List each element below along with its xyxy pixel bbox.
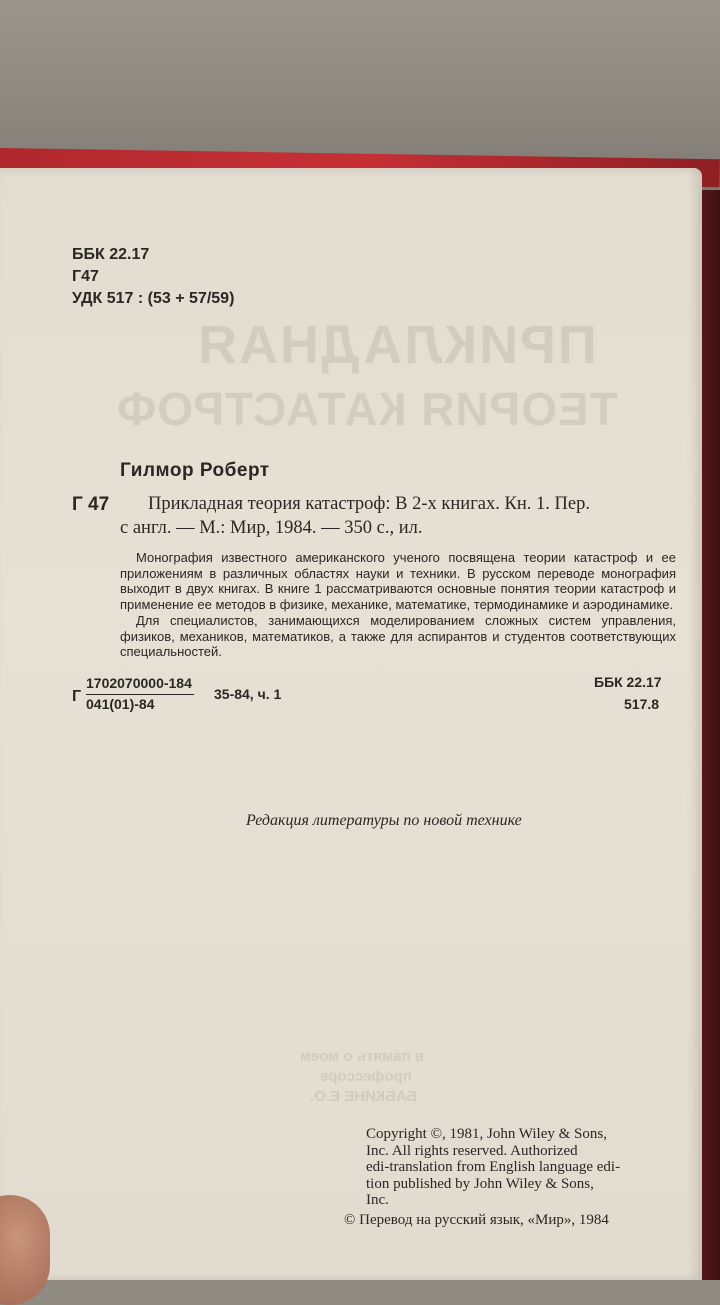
show-through-stamp-3: БАБКИНЕ Е.О. xyxy=(310,1088,417,1105)
abstract-paragraph-1: Монография известного американского ученого посвящена теории катастроф и ее приложениям в различных областях науки и техники. В русском переводе монография выходит в двух книгах. В книге 1 рассматриваются основные понятия теории катастроф и применение ее методов в физике, механике, математике, термодинамике и аэродинамике. xyxy=(120,550,676,612)
copyright-block xyxy=(366,1126,672,1209)
index-bbk-value: 517.8 xyxy=(624,696,660,712)
translation-copyright: © Перевод на русский язык, «Мир», 1984 xyxy=(344,1212,609,1228)
book-title-line-2: с англ. — М.: Мир, 1984. — 350 с., ил. xyxy=(120,518,423,538)
copyright-line-5: Inc. xyxy=(366,1192,389,1208)
copyright-line-2: Inc. All rights reserved. Authorized xyxy=(366,1142,578,1159)
author-code: Г47 xyxy=(72,268,99,285)
index-suffix: 35-84, ч. 1 xyxy=(214,686,282,702)
copyright-line-1: Copyright ©, 1981, John Wiley & Sons, xyxy=(366,1126,607,1142)
thumb xyxy=(0,1195,50,1305)
index-fraction xyxy=(86,674,194,714)
index-denominator: 041(01)-84 xyxy=(86,696,155,712)
index-bbk-label: ББК 22.17 xyxy=(594,674,662,690)
copyright-line-3: edi-translation from English language edi- xyxy=(366,1159,621,1175)
copyright-line-4: tion published by John Wiley & Sons, xyxy=(366,1175,594,1192)
abstract-paragraph-2: Для специалистов, занимающихся моделированием сложных систем управления, физиков, механиков, математиков, а также для аспирантов и студентов соответствующих специальностей. xyxy=(120,613,676,659)
book-title-line-1: Прикладная теория катастроф: В 2-х книгах. Кн. 1. Пер. xyxy=(148,494,590,514)
author-name: Гилмор Роберт xyxy=(120,460,270,481)
udk-code: УДК 517 : (53 + 57/59) xyxy=(72,290,235,307)
show-through-stamp-1: в память о моем xyxy=(300,1048,425,1065)
catalog-code: Г 47 xyxy=(72,494,110,515)
book-page xyxy=(0,168,702,1280)
index-letter: Г xyxy=(72,688,82,705)
editorial-note: Редакция литературы по новой технике xyxy=(246,812,522,829)
bbk-code: ББК 22.17 xyxy=(72,246,150,263)
show-through-stamp-2: профессоре xyxy=(320,1068,412,1085)
show-through-subtitle: ТЕОРИЯ КАТАСТРОФ xyxy=(116,383,618,435)
show-through-title: ПРИКЛАДНАЯ xyxy=(196,315,597,375)
index-numerator: 1702070000-184 xyxy=(86,674,194,695)
